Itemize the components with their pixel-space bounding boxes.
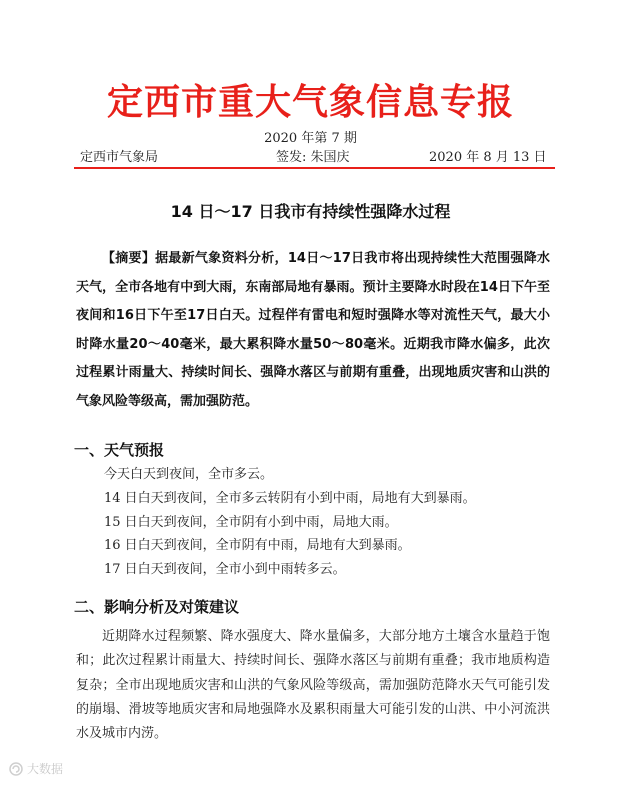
section-title-forecast: 一、天气预报 xyxy=(74,441,165,459)
signatory: 签发: 朱国庆 xyxy=(276,150,350,165)
forecast-line: 16 日白天到夜间，全市阴有中雨，局地有大到暴雨。 xyxy=(104,538,411,554)
forecast-list xyxy=(104,463,554,582)
issue-date: 2020 年 8 月 13 日 xyxy=(429,150,547,165)
report-headline: 14 日～17 日我市有持续性强降水过程 xyxy=(170,202,451,221)
issuing-organization: 定西市气象局 xyxy=(80,150,159,165)
forecast-line: 今天白天到夜间，全市多云。 xyxy=(104,467,274,482)
watermark-text: 大数据 xyxy=(27,762,64,776)
forecast-line: 14 日白天到夜间，全市多云转阴有小到中雨，局地有大到暴雨。 xyxy=(104,490,476,506)
forecast-line: 17 日白天到夜间，全市小到中雨转多云。 xyxy=(104,562,346,578)
masthead-title: 定西市重大气象信息专报 xyxy=(106,81,514,123)
section-title-analysis: 二、影响分析及对策建议 xyxy=(74,598,240,616)
watermark xyxy=(8,760,63,777)
issue-number: 2020 年第 7 期 xyxy=(264,131,357,146)
forecast-line: 15 日白天到夜间，全市阴有小到中雨，局地大雨。 xyxy=(104,514,398,530)
analysis-paragraph: 近期降水过程频繁、降水强度大、降水量偏多，大部分地方土壤含水量趋于饱和；此次过程累计雨量大、持续时间长、强降水落区与前期有重叠；我市地质构造复杂；全市出现地质灾害和山洪的气象风险等级高，需加强防范降水天气可能引发的崩塌、滑坡等地质灾害和局地强降水及累积雨量大可能引发的山洪、中小河流洪水及城市内涝。 xyxy=(76,629,550,742)
summary-paragraph: 【摘要】据最新气象资料分析，14日～17日我市将出现持续性大范围强降水天气，全市各地有中到大雨，东南部局地有暴雨。预计主要降水时段在14日下午至夜间和16日下午至17日白天。过程伴有雷电和短时强降水等对流性天气，最大小时降水量20～40毫米，最大累积降水量50～80毫米。近期我市降水偏多，此次过程累计雨量大、持续时间长、强降水落区与前期有重叠，出现地质灾害和山洪的气象风险等级高，需加强防范。 xyxy=(76,251,550,409)
header-divider xyxy=(74,167,555,169)
swirl-icon xyxy=(8,761,24,777)
